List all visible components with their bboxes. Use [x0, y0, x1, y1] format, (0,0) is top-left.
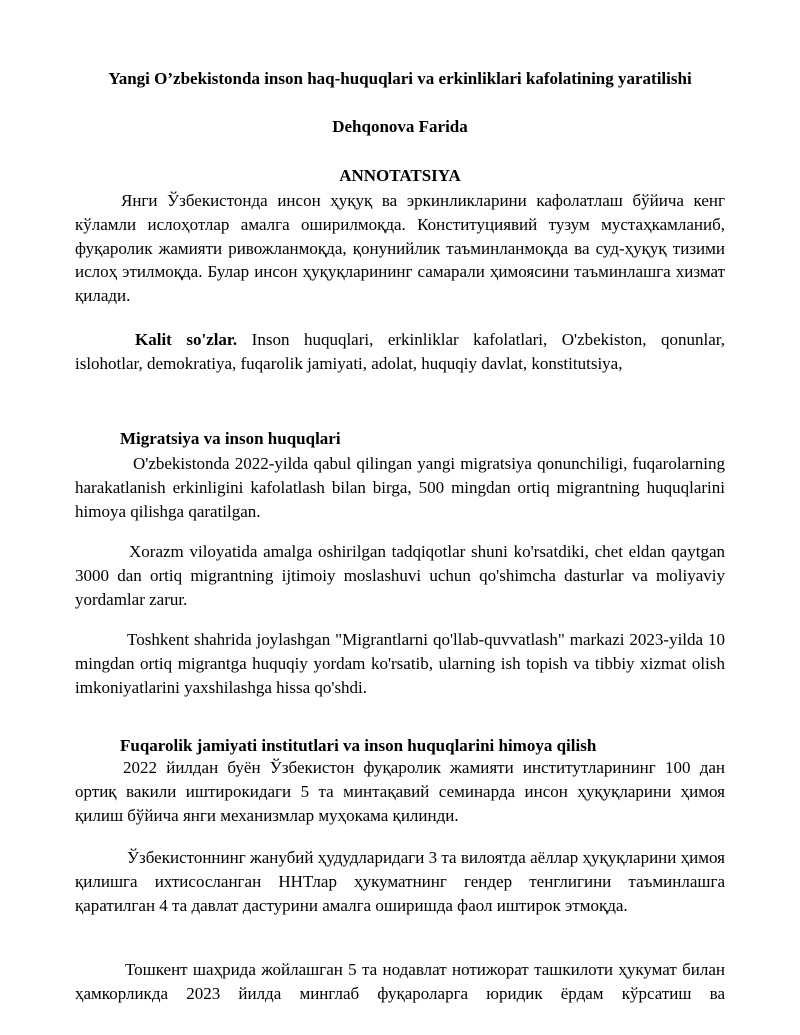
paragraph-text: Toshkent shahrida joylashgan "Migrantlarni qo'llab-quvvatlash" markazi 2023-yilda 10 mingdan ortiq migrantga huquqiy yordam ko'rsatib, ularning ish topish va tibbiy xizmat olish imkoniyatlarini yaxshilashga hissa qo'shdi.: [75, 630, 725, 697]
annotation-paragraph: [75, 189, 725, 308]
paragraph-text: Xorazm viloyatida amalga oshirilgan tadqiqotlar shuni ko'rsatdiki, chet eldan qaytgan 3000 dan ortiq migrantning ijtimoiy moslashuvi uchun qo'shimcha dasturlar va moliyaviy yordamlar zarur.: [75, 542, 725, 609]
paragraph-text: Ўзбекистоннинг жанубий ҳудудларидаги 3 та вилоятда аёллар ҳуқуқларини ҳимоя қилишга ихтисосланган ННТлар ҳукуматнинг гендер тенглигини таъминлашга қаратилган 4 та давлат дастурини амалга оширишда фаол иштирок этмоқда.: [75, 848, 725, 915]
civil-society-paragraph-1: [75, 756, 725, 827]
annotation-text: Янги Ўзбекистонда инсон ҳуқуқ ва эркинликларини кафолатлаш бўйича кенг кўламли ислоҳотлар амалга оширилмоқда. Конституциявий тузум мустаҳкамланиб, фуқаролик жамияти ривожланмоқда, қонунийлик таъминланмоқда ва суд-ҳуқуқ тизими ислоҳ этилмоқда. Булар инсон ҳуқуқларининг самарали ҳимоясини таъминлашга хизмат қилади.: [75, 191, 725, 306]
migration-paragraph-3: [75, 628, 725, 699]
civil-society-paragraph-3: [75, 958, 725, 1006]
paragraph-text: Тошкент шаҳрида жойлашган 5 та нодавлат нотижорат ташкилоти ҳукумат билан ҳамкорликда 2023 йилда минглаб фуқароларга юридик ёрдам кўрсатиш ва: [75, 960, 725, 1003]
keywords-text: Inson huquqlari, erkinliklar kafolatlari, O'zbekiston, qonunlar, islohotlar, demokratiya, fuqarolik jamiyati, adolat, huquqiy davlat, konstitutsiya,: [75, 330, 725, 373]
keywords-label: Kalit so'zlar.: [135, 330, 238, 349]
keywords-paragraph: [75, 328, 725, 376]
migration-paragraph-1: [75, 452, 725, 523]
author-name: Dehqonova Farida: [332, 117, 468, 136]
section-heading-civil-society: Fuqarolik jamiyati institutlari va inson huquqlarini himoya qilish: [120, 736, 597, 755]
document-title: Yangi O’zbekistonda inson haq-huquqlari va erkinliklari kafolatining yaratilishi: [108, 69, 692, 88]
section-heading-migration: Migratsiya va inson huquqlari: [120, 429, 341, 448]
civil-society-paragraph-2: [75, 846, 725, 917]
annotation-heading: ANNOTATSIYA: [339, 166, 461, 185]
paragraph-text: 2022 йилдан буён Ўзбекистон фуқаролик жамияти институтларининг 100 дан ортиқ вакили иштирокидаги 5 та минтақавий семинарда инсон ҳуқуқларини ҳимоя қилиш бўйича янги механизмлар муҳокама қилинди.: [75, 758, 725, 825]
migration-paragraph-2: [75, 540, 725, 611]
paragraph-text: O'zbekistonda 2022-yilda qabul qilingan yangi migratsiya qonunchiligi, fuqarolarning harakatlanish erkinligini kafolatlash bilan birga, 500 mingdan ortiq migrantning huquqlarini himoya qilishga qaratilgan.: [75, 454, 725, 521]
